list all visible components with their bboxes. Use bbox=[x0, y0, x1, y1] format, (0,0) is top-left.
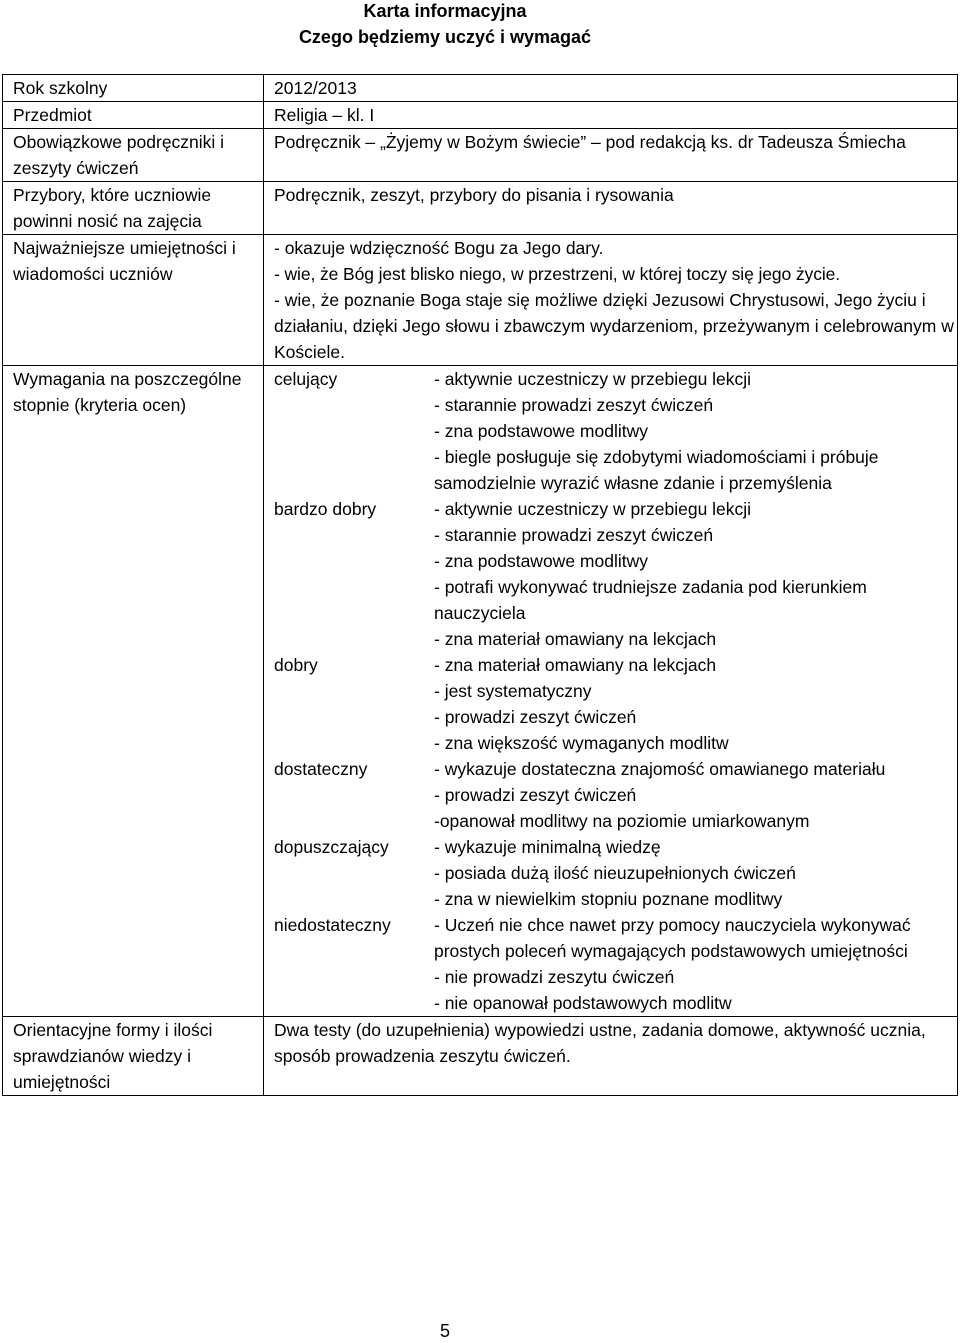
skill-line: - wie, że poznanie Boga staje się możliwe dzięki Jezusowi Chrystusowi, Jego życiu i działaniu, dzięki Jego słowu i zbawczym wydarzeniom, przeżywanym i celebrowanym w Kościele. bbox=[274, 290, 954, 362]
grade-row-dopuszczajacy bbox=[274, 834, 957, 912]
value-podreczniki: Podręcznik – „Żyjemy w Bożym świecie” – pod redakcją ks. dr Tadeusza Śmiecha bbox=[264, 129, 958, 182]
grades-table bbox=[274, 366, 957, 1016]
criterion: - aktywnie uczestniczy w przebiegu lekcji bbox=[434, 499, 752, 519]
criterion: -opanował modlitwy na poziomie umiarkowanym bbox=[434, 811, 810, 831]
grade-name: bardzo dobry bbox=[274, 499, 377, 519]
grade-criteria bbox=[434, 496, 957, 652]
criterion: - posiada dużą ilość nieuzupełnionych ćwiczeń bbox=[434, 863, 796, 883]
value-umiejetnosci bbox=[264, 235, 958, 366]
criterion: - prowadzi zeszyt ćwiczeń bbox=[434, 707, 637, 727]
grade-criteria bbox=[434, 912, 957, 1016]
document-title: Karta informacyjna bbox=[363, 1, 527, 21]
criterion: - zna materiał omawiany na lekcjach bbox=[434, 629, 717, 649]
criterion: - biegle posługuje się zdobytymi wiadomościami i próbuje samodzielnie wyrazić własne zdanie i przemyślenia bbox=[434, 447, 879, 493]
grade-criteria bbox=[434, 366, 957, 496]
row-wymagania bbox=[3, 366, 958, 1017]
grade-criteria bbox=[434, 756, 957, 834]
criterion: - starannie prowadzi zeszyt ćwiczeń bbox=[434, 395, 714, 415]
value-przybory: Podręcznik, zeszyt, przybory do pisania i rysowania bbox=[264, 182, 958, 235]
criterion: - wykazuje dostateczna znajomość omawianego materiału bbox=[434, 759, 886, 779]
grade-name: dostateczny bbox=[274, 759, 368, 779]
grade-row-dobry bbox=[274, 652, 957, 756]
value-przedmiot: Religia – kl. I bbox=[264, 102, 958, 129]
value-rok-szkolny: 2012/2013 bbox=[264, 75, 958, 102]
row-podreczniki bbox=[3, 129, 958, 182]
row-umiejetnosci bbox=[3, 235, 958, 366]
criterion: - zna materiał omawiany na lekcjach bbox=[434, 655, 717, 675]
criterion: - potrafi wykonywać trudniejsze zadania pod kierunkiem nauczyciela bbox=[434, 577, 867, 623]
criterion: - zna podstawowe modlitwy bbox=[434, 551, 648, 571]
document-subtitle: Czego będziemy uczyć i wymagać bbox=[298, 27, 592, 47]
criterion: - jest systematyczny bbox=[434, 681, 592, 701]
value-wymagania bbox=[264, 366, 958, 1017]
row-rok-szkolny bbox=[3, 75, 958, 102]
grade-criteria bbox=[434, 834, 957, 912]
grade-row-niedostateczny bbox=[274, 912, 957, 1016]
value-formy: Dwa testy (do uzupełnienia) wypowiedzi ustne, zadania domowe, aktywność ucznia, sposób prowadzenia zeszytu ćwiczeń. bbox=[264, 1017, 958, 1096]
criterion: - aktywnie uczestniczy w przebiegu lekcji bbox=[434, 369, 752, 389]
grade-row-celujacy bbox=[274, 366, 957, 496]
skill-line: - wie, że Bóg jest blisko niego, w przestrzeni, w której toczy się jego życie. bbox=[274, 264, 841, 284]
skill-line: - okazuje wdzięczność Bogu za Jego dary. bbox=[274, 238, 604, 258]
criterion: - Uczeń nie chce nawet przy pomocy nauczyciela wykonywać prostych poleceń wymagających podstawowych umiejętności bbox=[434, 915, 911, 961]
criterion: - starannie prowadzi zeszyt ćwiczeń bbox=[434, 525, 714, 545]
label-podreczniki: Obowiązkowe podręczniki i zeszyty ćwiczeń bbox=[3, 129, 264, 182]
row-przedmiot bbox=[3, 102, 958, 129]
label-rok-szkolny: Rok szkolny bbox=[3, 75, 264, 102]
criterion: - wykazuje minimalną wiedzę bbox=[434, 837, 661, 857]
grade-name: dobry bbox=[274, 655, 318, 675]
criterion: - prowadzi zeszyt ćwiczeń bbox=[434, 785, 637, 805]
document-header bbox=[0, 0, 890, 50]
criterion: - zna większość wymaganych modlitw bbox=[434, 733, 729, 753]
grade-criteria bbox=[434, 652, 957, 756]
row-przybory bbox=[3, 182, 958, 235]
label-przedmiot: Przedmiot bbox=[3, 102, 264, 129]
grade-name: celujący bbox=[274, 369, 338, 389]
grade-row-dostateczny bbox=[274, 756, 957, 834]
row-formy bbox=[3, 1017, 958, 1096]
info-table bbox=[2, 74, 958, 1096]
label-umiejetnosci: Najważniejsze umiejętności i wiadomości uczniów bbox=[3, 235, 264, 366]
criterion: - nie opanował podstawowych modlitw bbox=[434, 993, 732, 1013]
criterion: - nie prowadzi zeszytu ćwiczeń bbox=[434, 967, 675, 987]
label-formy: Orientacyjne formy i ilości sprawdzianów wiedzy i umiejętności bbox=[3, 1017, 264, 1096]
grade-name: dopuszczający bbox=[274, 837, 389, 857]
grade-name: niedostateczny bbox=[274, 915, 391, 935]
criterion: - zna w niewielkim stopniu poznane modlitwy bbox=[434, 889, 783, 909]
label-wymagania: Wymagania na poszczególne stopnie (kryteria ocen) bbox=[3, 366, 264, 1017]
page-number: 5 bbox=[439, 1321, 450, 1341]
grade-row-bardzo-dobry bbox=[274, 496, 957, 652]
label-przybory: Przybory, które uczniowie powinni nosić na zajęcia bbox=[3, 182, 264, 235]
criterion: - zna podstawowe modlitwy bbox=[434, 421, 648, 441]
